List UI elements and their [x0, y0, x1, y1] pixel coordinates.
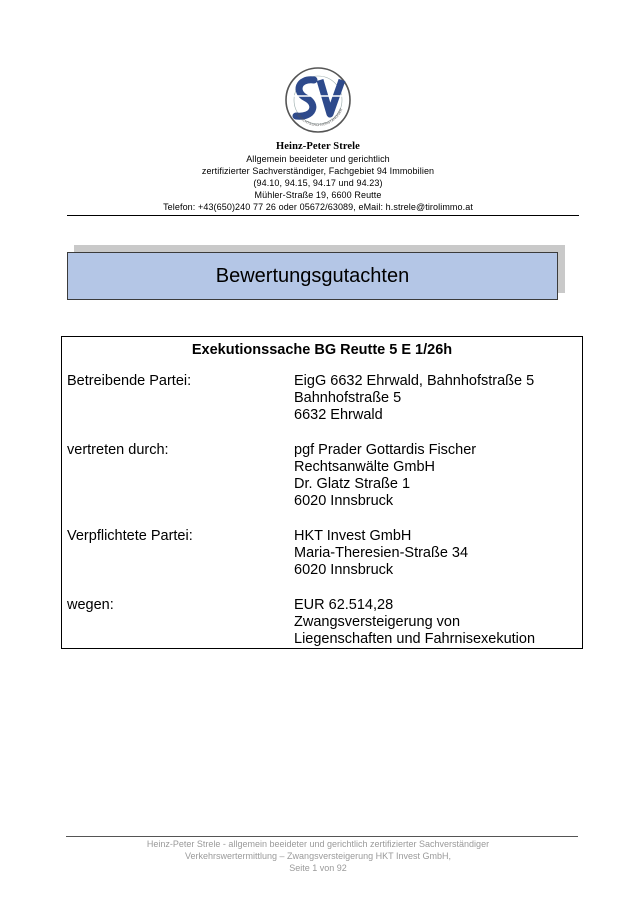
row-value	[294, 442, 476, 510]
letterhead-line-3: (94.10, 94.15, 94.17 und 94.23)	[253, 178, 383, 188]
letterhead-contact: Telefon: +43(650)240 77 26 oder 05672/63089, eMail: h.strele@tirolimmo.at	[163, 202, 473, 212]
value-line: 6020 Innsbruck	[294, 562, 394, 578]
footer-line-2: Verkehrswertermittlung – Zwangsversteigerung HKT Invest GmbH,	[185, 851, 451, 861]
letterhead	[0, 141, 636, 213]
footer-line-1: Heinz-Peter Strele - allgemein beeideter und gerichtlich zertifizierter Sachverständiger	[146, 839, 490, 849]
letterhead-line-1: Allgemein beeideter und gerichtlich	[246, 154, 390, 164]
value-line: EUR 62.514,28	[294, 597, 394, 613]
value-line: Maria-Theresien-Straße 34	[294, 545, 469, 561]
row-label: Betreibende Partei:	[67, 373, 192, 389]
row-label: wegen:	[67, 597, 114, 613]
expert-name: Heinz-Peter Strele	[276, 141, 360, 152]
value-line: 6020 Innsbruck	[294, 493, 394, 509]
sv-seal-logo	[284, 66, 352, 134]
row-value	[294, 528, 468, 579]
document-title: Bewertungsgutachten	[215, 264, 410, 287]
value-line: pgf Prader Gottardis Fischer	[294, 442, 477, 458]
page-footer	[0, 838, 636, 874]
case-info-box	[61, 336, 583, 649]
value-line: EigG 6632 Ehrwald, Bahnhofstraße 5	[294, 373, 535, 389]
value-line: Bahnhofstraße 5	[294, 390, 402, 406]
value-line: 6632 Ehrwald	[294, 407, 383, 423]
logo-ring-text: GERICHTSSACHVERSTÄNDIGER	[295, 107, 344, 128]
row-value	[294, 597, 535, 648]
letterhead-line-2: zertifizierter Sachverständiger, Fachgebiet 94 Immobilien	[201, 166, 435, 176]
footer-divider	[66, 836, 578, 837]
value-line: Zwangsversteigerung von	[294, 614, 461, 630]
row-value	[294, 373, 534, 424]
document-title-box	[67, 252, 558, 300]
value-line: Dr. Glatz Straße 1	[294, 476, 411, 492]
page-number: Seite 1 von 92	[289, 863, 347, 873]
letterhead-address: Mühler-Straße 19, 6600 Reutte	[254, 190, 382, 200]
row-label: Verpflichtete Partei:	[67, 528, 193, 544]
value-line: HKT Invest GmbH	[294, 528, 412, 544]
value-line: Liegenschaften und Fahrnisexekution	[294, 631, 536, 647]
value-line: Rechtsanwälte GmbH	[294, 459, 436, 475]
case-heading: Exekutionssache BG Reutte 5 E 1/26h	[191, 342, 453, 358]
header-divider	[67, 215, 579, 216]
row-label: vertreten durch:	[67, 442, 169, 458]
